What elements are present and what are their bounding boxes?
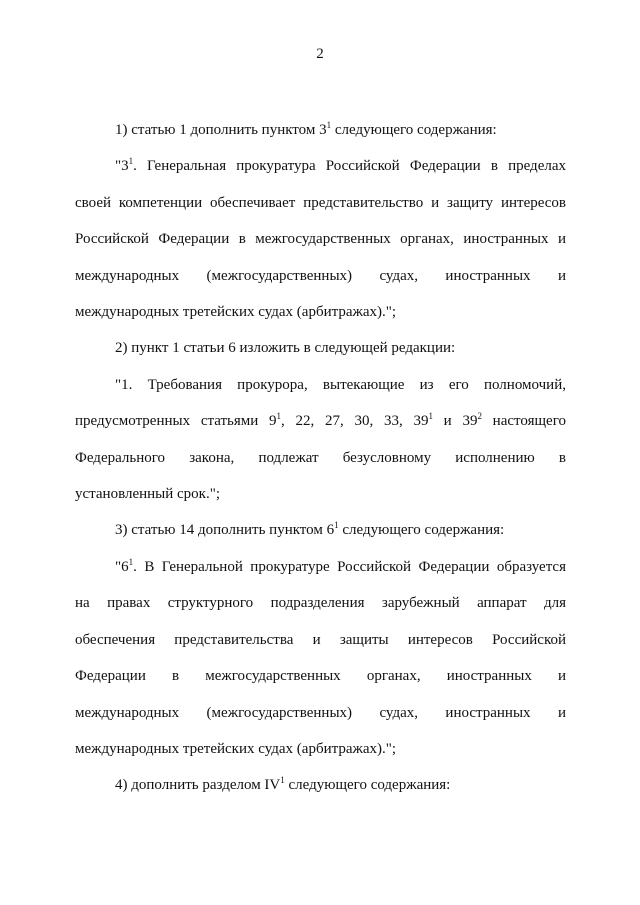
quote-1-line-3: Российской Федерации в межгосударственных органах, иностранных и [75,231,566,248]
quote-2 [75,367,566,513]
quote-1-line-1: "$3^1$. Генеральная прокуратура Российской Федерации в пределах [115,156,566,175]
item-1: 1) статью 1 дополнить пунктом $3^1$ следующего содержания: [115,120,497,138]
quote-2-line-3: Федерального закона, подлежат безусловному исполнению в [75,449,566,466]
quote-3-line-5: международных (межгосударственных) судах, иностранных и [75,704,566,721]
item-4: 4) дополнить разделом $IV^1$ следующего содержания: [115,775,451,794]
quote-2-line-1: "1. Требования прокурора, вытекающие из его полномочий, [115,376,566,393]
quote-3-line-4: Федерации в межгосударственных органах, иностранных и [75,668,566,685]
quote-3-line-2: на правах структурного подразделения зарубежный аппарат для [75,595,566,612]
quote-1-line-4: международных (межгосударственных) судах, иностранных и [75,267,566,284]
quote-3-line-1: "$6^1$. В Генеральной прокуратуре Российской Федерации образуется [115,556,566,575]
quote-3-line-6: международных третейских судах (арбитражах)."; [75,740,397,757]
quote-3 [75,549,566,767]
quote-2-line-4: установленный срок."; [75,486,221,503]
item-3: 3) статью 14 дополнить пунктом $6^1$ следующего содержания: [115,520,505,539]
quote-2-line-2: предусмотренных статьями $9^1$, 22, 27, 30, 33, $39^1$ и $39^2$ настоящего [75,411,566,430]
item-2: 2) пункт 1 статьи 6 изложить в следующей редакции: [115,340,456,357]
quote-3-line-3: обеспечения представительства и защиты интересов Российской [75,631,566,648]
quote-1 [75,148,566,330]
quote-1-line-5: международных третейских судах (арбитражах)."; [75,304,397,321]
document-body [75,112,566,804]
page-number: 2 [316,46,324,62]
quote-1-line-2: своей компетенции обеспечивает представительство и защиту интересов [75,194,566,211]
